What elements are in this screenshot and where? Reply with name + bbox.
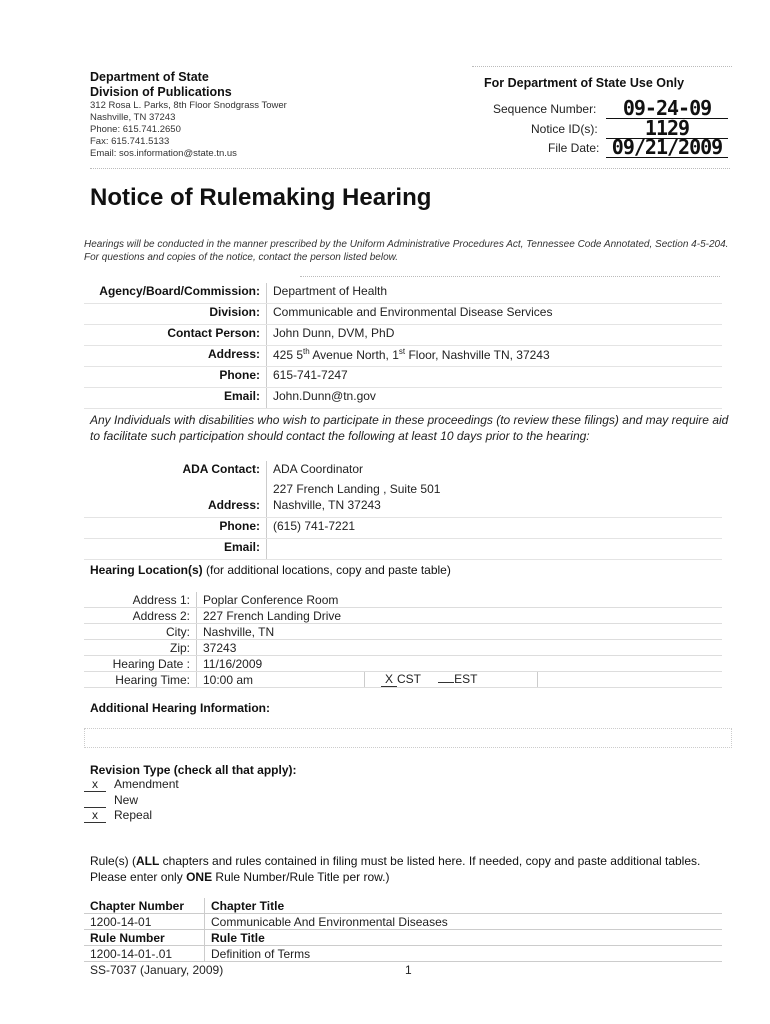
ada-email-label: Email: xyxy=(84,539,267,560)
address-line1: 312 Rosa L. Parks, 8th Floor Snodgrass Tower xyxy=(90,100,287,111)
ada-address-line1: 227 French Landing , Suite 501 xyxy=(273,482,441,496)
address-label: Address: xyxy=(84,346,267,367)
cst-checkbox[interactable]: X xyxy=(381,672,397,687)
address1-label: Address 1: xyxy=(84,592,197,608)
zip-label: Zip: xyxy=(84,640,197,656)
address-line2: Nashville, TN 37243 xyxy=(90,112,176,123)
intro-text: Hearings will be conducted in the manner prescribed by the Uniform Administrative Procedures Act, Tennessee Code Annotated, Section 4-5-204. For questions and copies of the notice, contact the person listed below. xyxy=(84,239,729,263)
hearing-time-value: 10:00 am xyxy=(197,672,365,688)
address2-value: 227 French Landing Drive xyxy=(197,608,723,624)
chapter-title-header: Chapter Title xyxy=(205,898,723,914)
rule-number-header: Rule Number xyxy=(84,930,205,946)
contact-value: John Dunn, DVM, PhD xyxy=(267,325,723,346)
header-phone: Phone: 615.741.2650 xyxy=(90,124,181,135)
ada-contact-value: ADA Coordinator xyxy=(273,462,364,476)
zip-value: 37243 xyxy=(197,640,723,656)
ada-contact-label: ADA Contact: xyxy=(84,461,267,481)
header-fax: Fax: 615.741.5133 xyxy=(90,136,170,147)
contact-label: Contact Person: xyxy=(84,325,267,346)
additional-info-title: Additional Hearing Information: xyxy=(90,701,270,715)
header-email: Email: sos.information@state.tn.us xyxy=(90,148,237,159)
repeal-checkbox[interactable]: x xyxy=(84,808,106,823)
cst-label: CST xyxy=(397,672,421,686)
notice-value: 1129 xyxy=(606,118,728,139)
hearing-location-title: Hearing Location(s) (for additional locations, copy and paste table) xyxy=(90,563,451,577)
phone-value: 615-741-7247 xyxy=(267,367,723,388)
phone-label: Phone: xyxy=(84,367,267,388)
sequence-label: Sequence Number: xyxy=(493,102,597,116)
revision-new xyxy=(84,793,138,808)
ada-address-label: Address: xyxy=(84,497,267,518)
division-value: Communicable and Environmental Disease Services xyxy=(267,304,723,325)
agency-value: Department of Health xyxy=(267,283,723,304)
revision-type-title: Revision Type (check all that apply): xyxy=(90,763,297,777)
division-label: Division: xyxy=(84,304,267,325)
hearing-time-label: Hearing Time: xyxy=(84,672,197,688)
page-title: Notice of Rulemaking Hearing xyxy=(90,184,432,211)
address2-label: Address 2: xyxy=(84,608,197,624)
address-value: 425 5th Avenue North, 1st Floor, Nashville TN, 37243 xyxy=(267,346,723,367)
chapter-number: 1200-14-01 xyxy=(84,914,205,930)
city-label: City: xyxy=(84,624,197,640)
ada-phone-label: Phone: xyxy=(84,518,267,539)
ada-email-value xyxy=(267,539,723,560)
rule-title-header: Rule Title xyxy=(205,930,723,946)
form-number: SS-7037 (January, 2009) xyxy=(90,963,224,977)
city-value: Nashville, TN xyxy=(197,624,723,640)
address1-value: Poplar Conference Room xyxy=(197,592,723,608)
agency-table xyxy=(84,283,722,409)
file-date-label: File Date: xyxy=(548,141,600,155)
timezone-options xyxy=(365,672,538,688)
department-name: Department of State xyxy=(90,70,209,84)
additional-info-box[interactable] xyxy=(84,728,732,748)
rule-number: 1200-14-01-.01 xyxy=(84,946,205,962)
rules-note: Rule(s) (ALL chapters and rules contained in filing must be listed here. If needed, copy and paste additional tables. Please enter only ONE Rule Number/Rule Title per row.) xyxy=(90,854,701,884)
agency-label: Agency/Board/Commission: xyxy=(84,283,267,304)
amendment-label: Amendment xyxy=(114,777,179,791)
rules-table xyxy=(84,898,722,962)
hearing-location-table xyxy=(84,592,722,688)
sequence-value: 09-24-09 xyxy=(606,98,728,119)
notice-label: Notice ID(s): xyxy=(531,122,598,136)
amendment-checkbox[interactable]: x xyxy=(84,777,106,792)
state-use-title: For Department of State Use Only xyxy=(484,76,685,90)
page-number: 1 xyxy=(405,963,412,977)
repeal-label: Repeal xyxy=(114,808,153,822)
file-date-value: 09/21/2009 xyxy=(606,137,728,158)
ada-table xyxy=(84,461,722,560)
revision-repeal xyxy=(84,808,152,823)
new-checkbox[interactable] xyxy=(84,793,106,808)
est-checkbox[interactable] xyxy=(438,682,454,683)
ada-phone-value: (615) 741-7221 xyxy=(267,518,723,539)
new-label: New xyxy=(114,793,139,807)
email-value: John.Dunn@tn.gov xyxy=(267,388,723,409)
hearing-date-label: Hearing Date : xyxy=(84,656,197,672)
est-label: EST xyxy=(454,672,478,686)
ada-address-line2: Nashville, TN 37243 xyxy=(267,497,723,518)
disability-note: Any Individuals with disabilities who wish to participate in these proceedings (to review these filings) and may require aid to facilitate such participation should contact the following at least 10 days prior to the hearing: xyxy=(90,413,729,443)
email-label: Email: xyxy=(84,388,267,409)
hearing-date-value: 11/16/2009 xyxy=(197,656,723,672)
division-name: Division of Publications xyxy=(90,85,232,99)
revision-amendment xyxy=(84,777,179,792)
department-header xyxy=(90,70,287,160)
chapter-number-header: Chapter Number xyxy=(84,898,205,914)
chapter-title: Communicable And Environmental Diseases xyxy=(205,914,723,930)
state-use-box xyxy=(484,76,734,90)
rule-title: Definition of Terms xyxy=(205,946,723,962)
